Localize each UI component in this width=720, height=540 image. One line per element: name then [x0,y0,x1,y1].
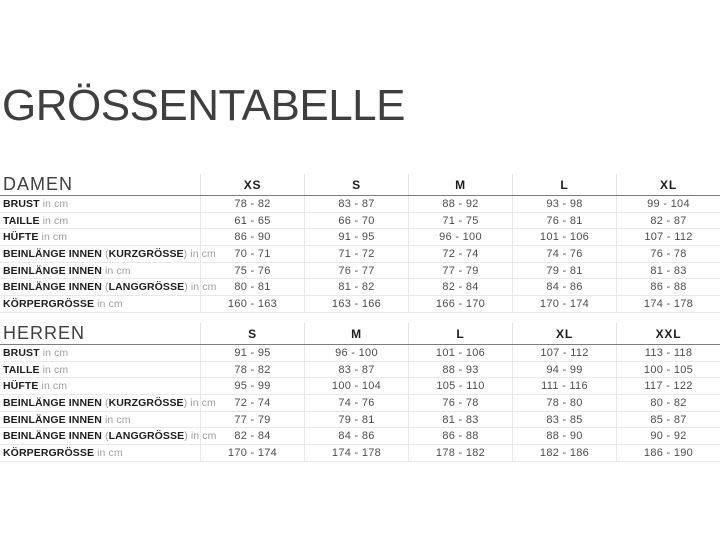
size-value-cell: 83 - 87 [304,196,408,212]
column-header-s: S [304,174,408,195]
column-header-xxl: XXL [616,323,720,344]
size-value-cell: 174 - 178 [304,445,408,461]
column-header-l: L [408,323,512,344]
table-row [0,263,720,280]
row-label: BEINLÄNGE INNEN ( KURZGRÖSSE ) in cm [3,396,216,409]
size-value-cell: 100 - 104 [304,378,408,394]
size-value-cell: 84 - 86 [512,279,616,295]
size-value-cell: 101 - 106 [512,229,616,245]
size-value-cell: 96 - 100 [408,229,512,245]
size-table-damen [0,174,720,313]
size-value-cell: 71 - 75 [408,213,512,229]
size-value-cell: 61 - 65 [200,213,304,229]
size-value-cell: 86 - 90 [200,229,304,245]
size-value-cell: 74 - 76 [304,395,408,411]
size-value-cell: 83 - 87 [304,362,408,378]
size-value-cell: 70 - 71 [200,246,304,262]
table-row [0,213,720,230]
table-row [0,412,720,429]
table-row [0,445,720,462]
size-value-cell: 178 - 182 [408,445,512,461]
size-value-cell: 100 - 105 [616,362,720,378]
size-value-cell: 82 - 84 [200,428,304,444]
size-value-cell: 91 - 95 [304,229,408,245]
row-label: BEINLÄNGE INNEN ( LANGGRÖSSE ) in cm [3,281,217,294]
size-value-cell: 74 - 76 [512,246,616,262]
size-value-cell: 76 - 78 [408,395,512,411]
size-value-cell: 113 - 118 [616,345,720,361]
row-label: BEINLÄNGE INNEN in cm [3,413,131,426]
size-value-cell: 81 - 82 [304,279,408,295]
row-label: BRUST in cm [3,197,69,210]
size-value-cell: 111 - 116 [512,378,616,394]
size-value-cell: 95 - 99 [200,378,304,394]
table-row [0,378,720,395]
size-value-cell: 72 - 74 [408,246,512,262]
column-header-xs: XS [200,174,304,195]
size-value-cell: 91 - 95 [200,345,304,361]
table-row [0,246,720,263]
size-value-cell: 76 - 77 [304,263,408,279]
size-value-cell: 163 - 166 [304,296,408,312]
size-value-cell: 101 - 106 [408,345,512,361]
size-value-cell: 170 - 174 [200,445,304,461]
row-label: BEINLÄNGE INNEN ( KURZGRÖSSE ) in cm [3,247,216,260]
size-value-cell: 81 - 83 [616,263,720,279]
column-header-l: L [512,174,616,195]
size-value-cell: 93 - 98 [512,196,616,212]
size-value-cell: 88 - 92 [408,196,512,212]
table-row [0,279,720,296]
page-title: GRÖSSENTABELLE [2,81,405,130]
table-row [0,296,720,313]
size-value-cell: 117 - 122 [616,378,720,394]
table-row [0,345,720,362]
size-value-cell: 71 - 72 [304,246,408,262]
table-header-row [0,174,720,196]
size-table-herren [0,323,720,462]
size-value-cell: 105 - 110 [408,378,512,394]
size-value-cell: 107 - 112 [512,345,616,361]
table-row [0,362,720,379]
row-label: TAILLE in cm [3,214,69,227]
size-value-cell: 76 - 81 [512,213,616,229]
row-label: HÜFTE in cm [3,380,68,393]
size-value-cell: 81 - 83 [408,412,512,428]
row-label: BEINLÄNGE INNEN ( LANGGRÖSSE ) in cm [3,430,217,443]
size-value-cell: 76 - 78 [616,246,720,262]
size-value-cell: 78 - 82 [200,362,304,378]
size-value-cell: 85 - 87 [616,412,720,428]
size-value-cell: 170 - 174 [512,296,616,312]
column-header-xl: XL [512,323,616,344]
row-label: BEINLÄNGE INNEN in cm [3,264,131,277]
size-value-cell: 79 - 81 [512,263,616,279]
size-value-cell: 84 - 86 [304,428,408,444]
size-value-cell: 66 - 70 [304,213,408,229]
size-value-cell: 166 - 170 [408,296,512,312]
size-value-cell: 78 - 82 [200,196,304,212]
size-value-cell: 75 - 76 [200,263,304,279]
size-value-cell: 77 - 79 [408,263,512,279]
section-title-herren: HERREN [3,323,86,343]
size-value-cell: 82 - 84 [408,279,512,295]
size-value-cell: 107 - 112 [616,229,720,245]
size-value-cell: 174 - 178 [616,296,720,312]
size-value-cell: 86 - 88 [408,428,512,444]
size-value-cell: 182 - 186 [512,445,616,461]
table-row [0,428,720,445]
column-header-m: M [304,323,408,344]
column-header-s: S [200,323,304,344]
size-value-cell: 72 - 74 [200,395,304,411]
size-value-cell: 82 - 87 [616,213,720,229]
table-row [0,395,720,412]
size-value-cell: 83 - 85 [512,412,616,428]
size-value-cell: 99 - 104 [616,196,720,212]
size-value-cell: 160 - 163 [200,296,304,312]
row-label: TAILLE in cm [3,363,69,376]
size-value-cell: 90 - 92 [616,428,720,444]
row-label: BRUST in cm [3,346,69,359]
column-header-xl: XL [616,174,720,195]
size-value-cell: 79 - 81 [304,412,408,428]
size-value-cell: 80 - 82 [616,395,720,411]
table-row [0,196,720,213]
size-value-cell: 96 - 100 [304,345,408,361]
table-row [0,229,720,246]
size-value-cell: 86 - 88 [616,279,720,295]
size-value-cell: 80 - 81 [200,279,304,295]
row-label: KÖRPERGRÖSSE in cm [3,297,123,310]
size-value-cell: 88 - 93 [408,362,512,378]
size-value-cell: 88 - 90 [512,428,616,444]
size-value-cell: 186 - 190 [616,445,720,461]
size-value-cell: 94 - 99 [512,362,616,378]
size-value-cell: 77 - 79 [200,412,304,428]
table-header-row [0,323,720,345]
size-value-cell: 78 - 80 [512,395,616,411]
section-title-damen: DAMEN [3,174,74,194]
row-label: HÜFTE in cm [3,231,68,244]
column-header-m: M [408,174,512,195]
row-label: KÖRPERGRÖSSE in cm [3,446,123,459]
